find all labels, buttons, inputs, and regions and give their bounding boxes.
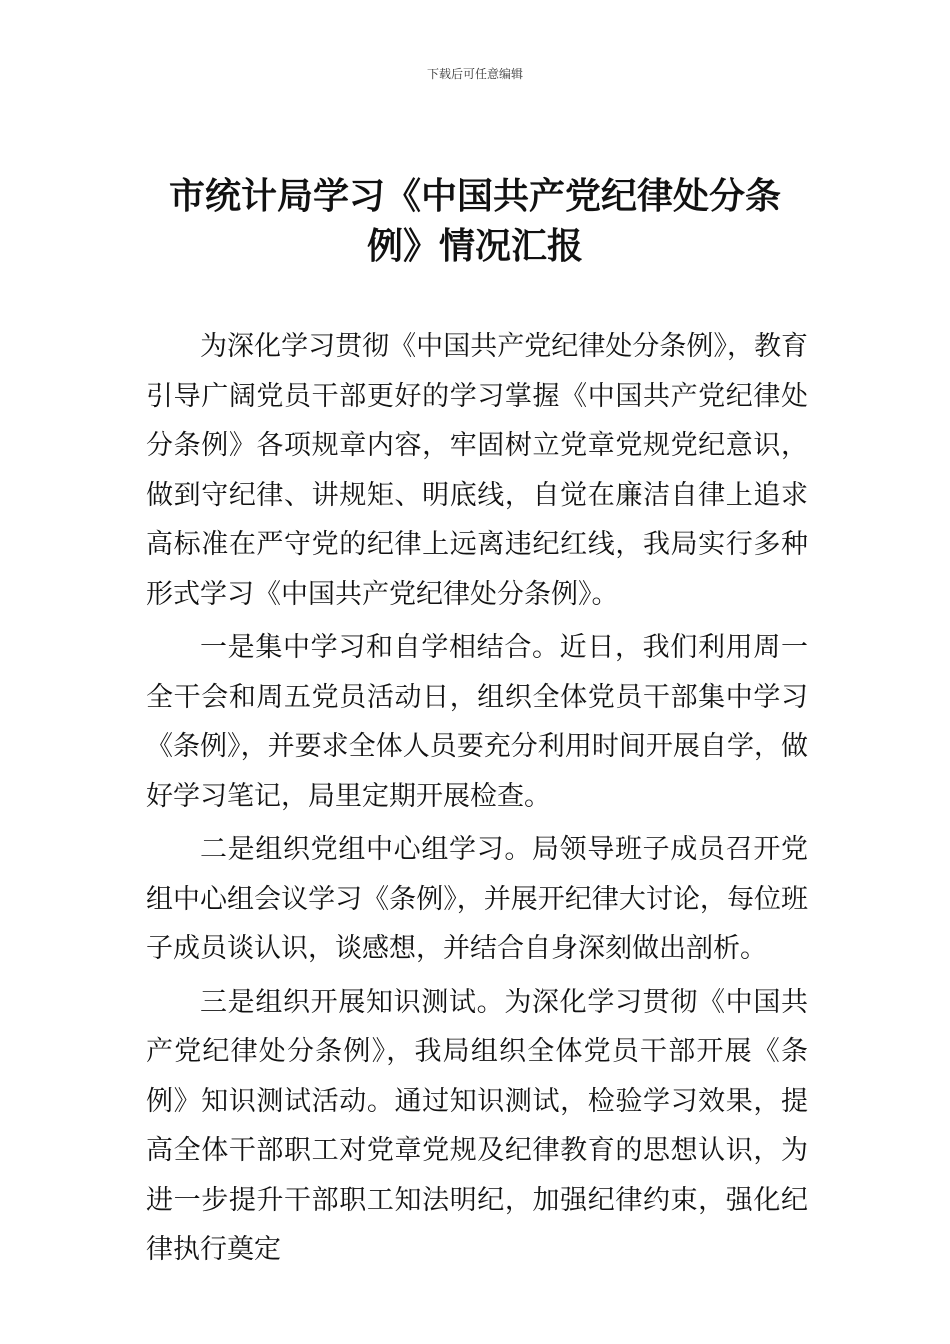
- title-line-1: 市统计局学习《中国共产党纪律处分条: [168, 176, 781, 217]
- document-body: [146, 322, 808, 1279]
- title-line-2: 例》情况汇报: [366, 226, 583, 267]
- paragraph-point-2: 二是组织党组中心组学习。局领导班子成员召开党组中心组会议学习《条例》，并展开纪律大讨论，每位班子成员谈认识，谈感想，并结合自身深刻做出剖析。: [146, 834, 808, 964]
- page-header-note: 下载后可任意编辑: [426, 67, 523, 81]
- paragraph-point-3: 三是组织开展知识测试。为深化学习贯彻《中国共产党纪律处分条例》，我局组织全体党员干部开展《条例》知识测试活动。通过知识测试，检验学习效果，提高全体干部职工对党章党规及纪律教育的思想认识，为进一步提升干部职工知法明纪，加强纪律约束，强化纪律执行奠定: [146, 986, 808, 1265]
- paragraph-intro: 为深化学习贯彻《中国共产党纪律处分条例》，教育引导广阔党员干部更好的学习掌握《中国共产党纪律处分条例》各项规章内容，牢固树立党章党规党纪意识，做到守纪律、讲规矩、明底线，自觉在廉洁自律上追求高标准在严守党的纪律上远离违纪红线，我局实行多种形式学习《中国共产党纪律处分条例》。: [146, 331, 808, 610]
- document-title: [120, 172, 830, 272]
- paragraph-point-1: 一是集中学习和自学相结合。近日，我们利用周一全干会和周五党员活动日，组织全体党员干部集中学习《条例》，并要求全体人员要充分利用时间开展自学，做好学习笔记，局里定期开展检查。: [146, 632, 808, 812]
